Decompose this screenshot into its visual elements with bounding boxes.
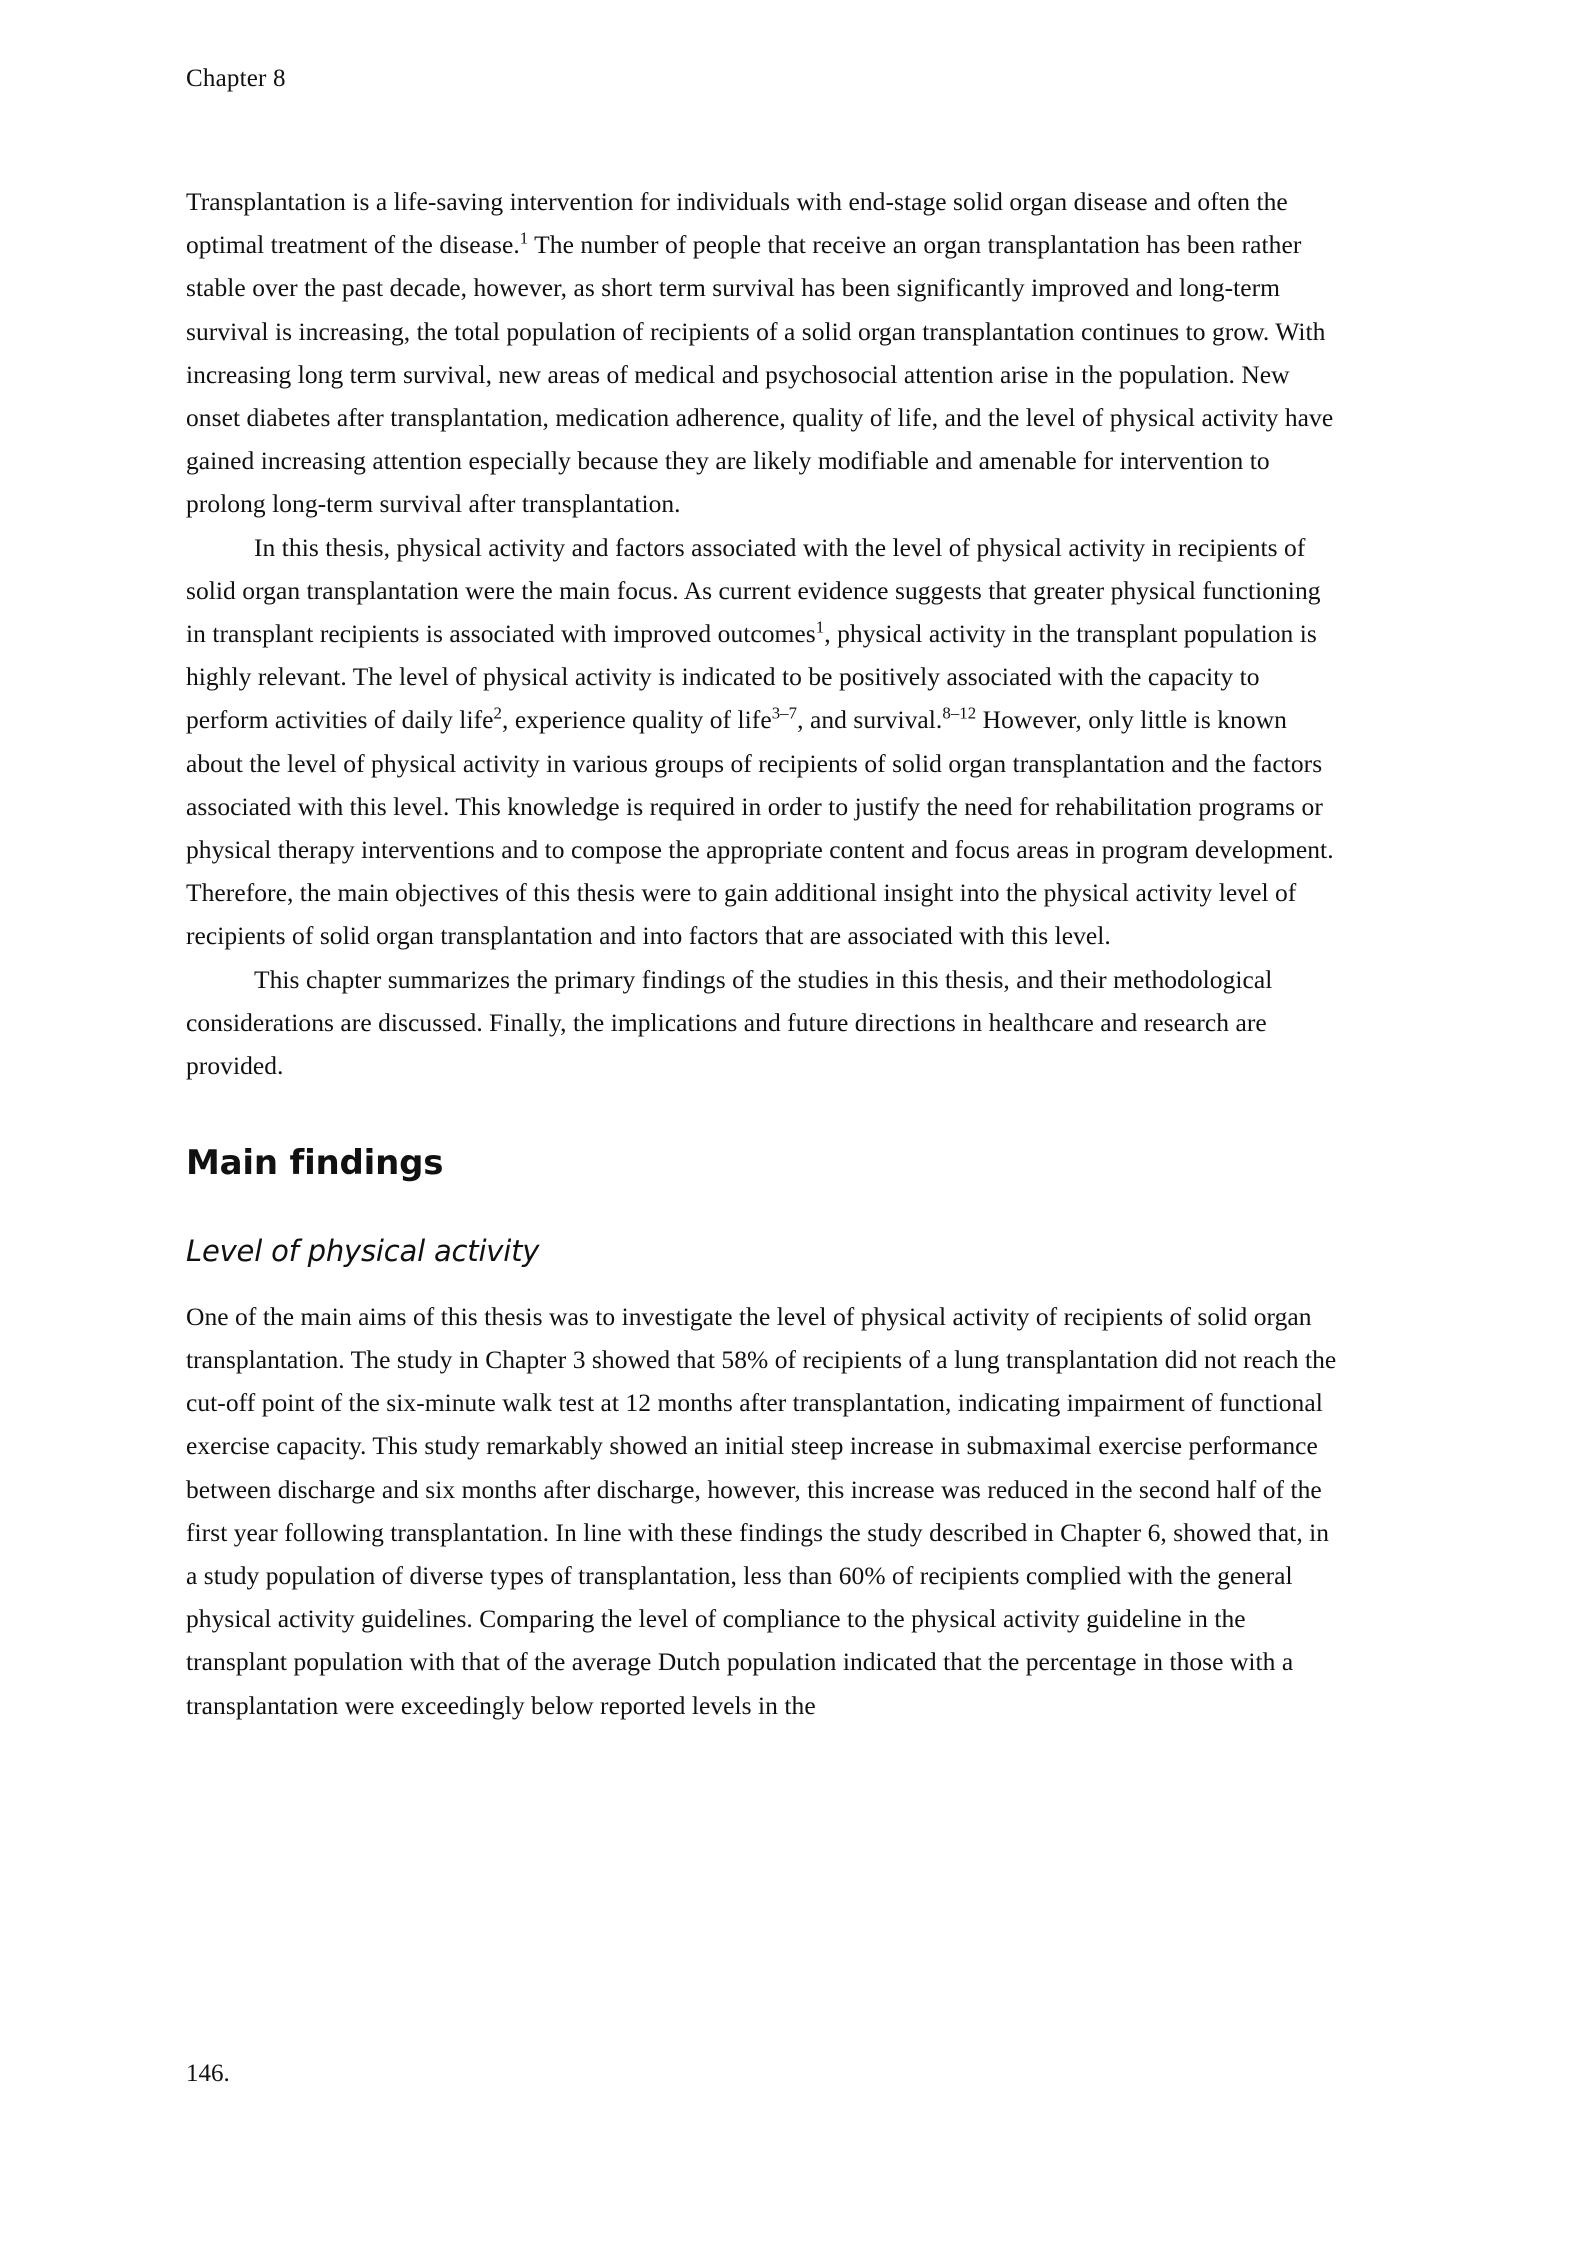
paragraph-chapter-summary: This chapter summarizes the primary findings of the studies in this thesis, and their methodological considerations are discussed. Finally, the implications and future directions in healthcare and research are provided. [186, 964, 1273, 1081]
citation-ref-3: 2 [493, 703, 502, 723]
paragraph-1-part-2: The number of people that receive an organ transplantation has been rather stable over the past decade, however, as short term survival has been significantly improved and long-term survival is increasing, the total population of recipients of a solid organ transplantation continues to grow. With increasing long term survival, new areas of medical and psychosocial attention arise in the population. New onset diabetes after transplantation, medication adherence, quality of life, and the level of physical activity have gained increasing attention especially because they are likely modifiable and amenable for intervention to prolong long-term survival after transplantation. [186, 230, 1334, 519]
paragraph-2-part-c: , experience quality of life [501, 705, 772, 735]
subsection-heading-level-of-physical-activity: Level of physical activity [186, 1234, 540, 1269]
section-heading-main-findings: Main findings [186, 1143, 444, 1184]
citation-ref-1: 1 [519, 228, 529, 248]
paragraph-2-part-e: However, only little is known about the level of physical activity in various groups of recipients of solid organ transplantation and the factors associated with this level. This knowledge is required in order to justify the need for rehabilitation programs or physical therapy interventions and to compose the appropriate content and focus areas in program development. Therefore, the main objectives of this thesis were to gain additional insight into the physical activity level of recipients of solid organ transplantation and into factors that are associated with this level. [186, 705, 1334, 951]
paragraph-thesis-focus [186, 526, 1346, 958]
paragraph-1-part-1: Transplantation is a life-saving intervention for individuals with end-stage solid organ disease and often the optimal treatment of the disease. [186, 187, 1288, 260]
citation-ref-4: 3–7 [771, 703, 798, 723]
page-content [186, 64, 1346, 1727]
paragraph-2-part-a: In this thesis, physical activity and factors associated with the level of physical activity in recipients of solid organ transplantation were the main focus. As current evidence suggests that greater physical functioning in transplant recipients is associated with improved outcomes [186, 532, 1321, 649]
citation-ref-2: 1 [815, 617, 825, 637]
page-number: 146. [186, 2060, 230, 2087]
running-head: Chapter 8 [186, 65, 286, 92]
paragraph-level-of-physical-activity: One of the main aims of this thesis was to investigate the level of physical activity of recipients of solid organ transplantation. The study in Chapter 3 showed that 58% of recipients of a lung transplantation did not reach the cut-off point of the six-minute walk test at 12 months after transplantation, indicating impairment of functional exercise capacity. This study remarkably showed an initial steep increase in submaximal exercise performance between discharge and six months after discharge, however, this increase was reduced in the second half of the first year following transplantation. In line with these findings the study described in Chapter 6, showed that, in a study population of diverse types of transplantation, less than 60% of recipients complied with the general physical activity guidelines. Comparing the level of compliance to the physical activity guideline in the transplant population with that of the average Dutch population indicated that the percentage in those with a transplantation were exceedingly below reported levels in the [186, 1301, 1337, 1720]
citation-ref-5: 8–12 [942, 703, 977, 723]
paragraph-2-part-b: , physical activity in the transplant population is highly relevant. The level of physical activity is indicated to be positively associated with the capacity to perform activities of daily life [186, 619, 1317, 735]
paragraph-2-part-d: , and survival. [797, 705, 943, 735]
paragraph-introduction [186, 180, 1346, 526]
